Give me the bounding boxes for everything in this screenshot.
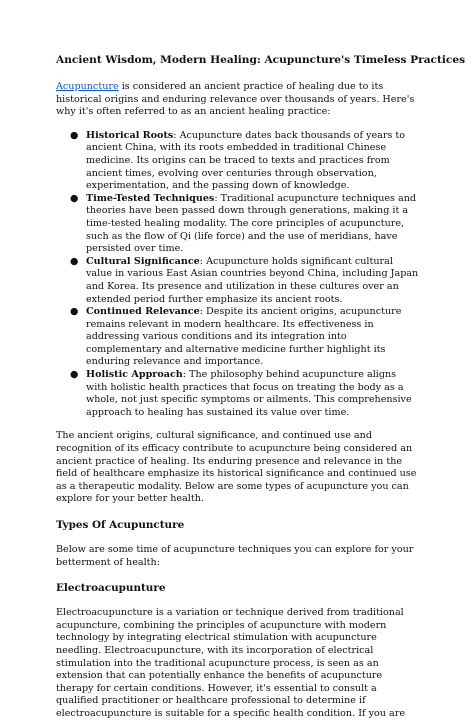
list-item xyxy=(70,192,420,256)
list-item-term: Time-Tested Techniques xyxy=(86,192,215,204)
reasons-list xyxy=(56,130,420,420)
document-title: Ancient Wisdom, Modern Healing: Acupuncture's Timeless Practices xyxy=(56,54,466,66)
acupuncture-link[interactable]: Acupuncture xyxy=(56,81,119,92)
list-item-text: : Acupuncture dates back thousands of years to ancient China, with its roots embedded in traditional Chinese medicine. Its origins can be traced to texts and practices from ancient times, evolving over centuries through observation, experimentation, and the passing down of knowledge. xyxy=(86,129,406,192)
list-item-text: : Acupuncture holds significant cultural value in various East Asian countries beyond China, including Japan and Korea. Its presence and utilization in these cultures over an extended period further emphasize its ancient roots. xyxy=(86,255,419,305)
list-item-text: : Despite its ancient origins, acupuncture remains relevant in modern healthcare. Its effectiveness in addressing various conditions and its integration into complementary and alternative medicine further highlight its enduring relevance and importance. xyxy=(86,306,402,368)
electro-paragraph: Electroacupuncture is a variation or technique derived from traditional acupuncture, combining the principles of acupuncture with modern technology by integrating electrical stimulation with acupuncture needling. Electroacupuncture, with its incorporation of electrical stimulation into the traditional acupuncture process, is seen as an extension that can potentially enhance the benefits of acupuncture therapy for certain conditions. However, it's essential to consult a qualified practitioner or healthcare professional to determine if electroacupuncture is suitable for a specific health condition. If you are xyxy=(56,607,406,719)
list-item xyxy=(70,129,420,193)
types-heading: Types Of Acupuncture xyxy=(56,519,185,531)
types-intro-paragraph: Below are some time of acupuncture techniques you can explore for your betterment of health: xyxy=(56,544,414,568)
list-item-text: : Traditional acupuncture techniques and theories have been passed down through generations, making it a time-tested healing modality. The core principles of acupuncture, such as the flow of Qi (life force) and the use of meridians, have persisted over time. xyxy=(86,192,417,255)
bullet-icon: ● xyxy=(70,255,79,267)
list-item xyxy=(70,255,420,306)
list-item-text: : The philosophy behind acupuncture aligns with holistic health practices that focus on treating the body as a whole, not just specific symptoms or ailments. This comprehensive approach to healing has sustained its value over time. xyxy=(86,369,412,418)
list-item xyxy=(70,369,420,419)
intro-paragraph xyxy=(56,81,420,119)
electro-heading: Electroacupunture xyxy=(56,582,166,595)
list-item-term: Historical Roots xyxy=(86,129,174,141)
list-item-term: Holistic Approach xyxy=(86,369,183,381)
list-item-term: Continued Relevance xyxy=(86,306,200,318)
list-item-term: Cultural Significance xyxy=(86,255,200,267)
list-item xyxy=(70,306,420,369)
bullet-icon: ● xyxy=(70,306,79,318)
intro-text: is considered an ancient practice of healing due to its historical origins and enduring relevance over thousands of years. Here's why it's often referred to as an ancient healing practice: xyxy=(56,81,415,118)
bullet-icon: ● xyxy=(70,192,79,204)
bullet-icon: ● xyxy=(70,129,79,141)
bullet-icon: ● xyxy=(70,369,79,381)
summary-paragraph: The ancient origins, cultural significance, and continued use and recognition of its efficacy contribute to acupuncture being considered an ancient practice of healing. Its enduring presence and relevance in the field of healthcare emphasize its historical significance and continued use as a therapeutic modality. Below are some types of acupuncture you can explore for your better health. xyxy=(56,430,417,505)
